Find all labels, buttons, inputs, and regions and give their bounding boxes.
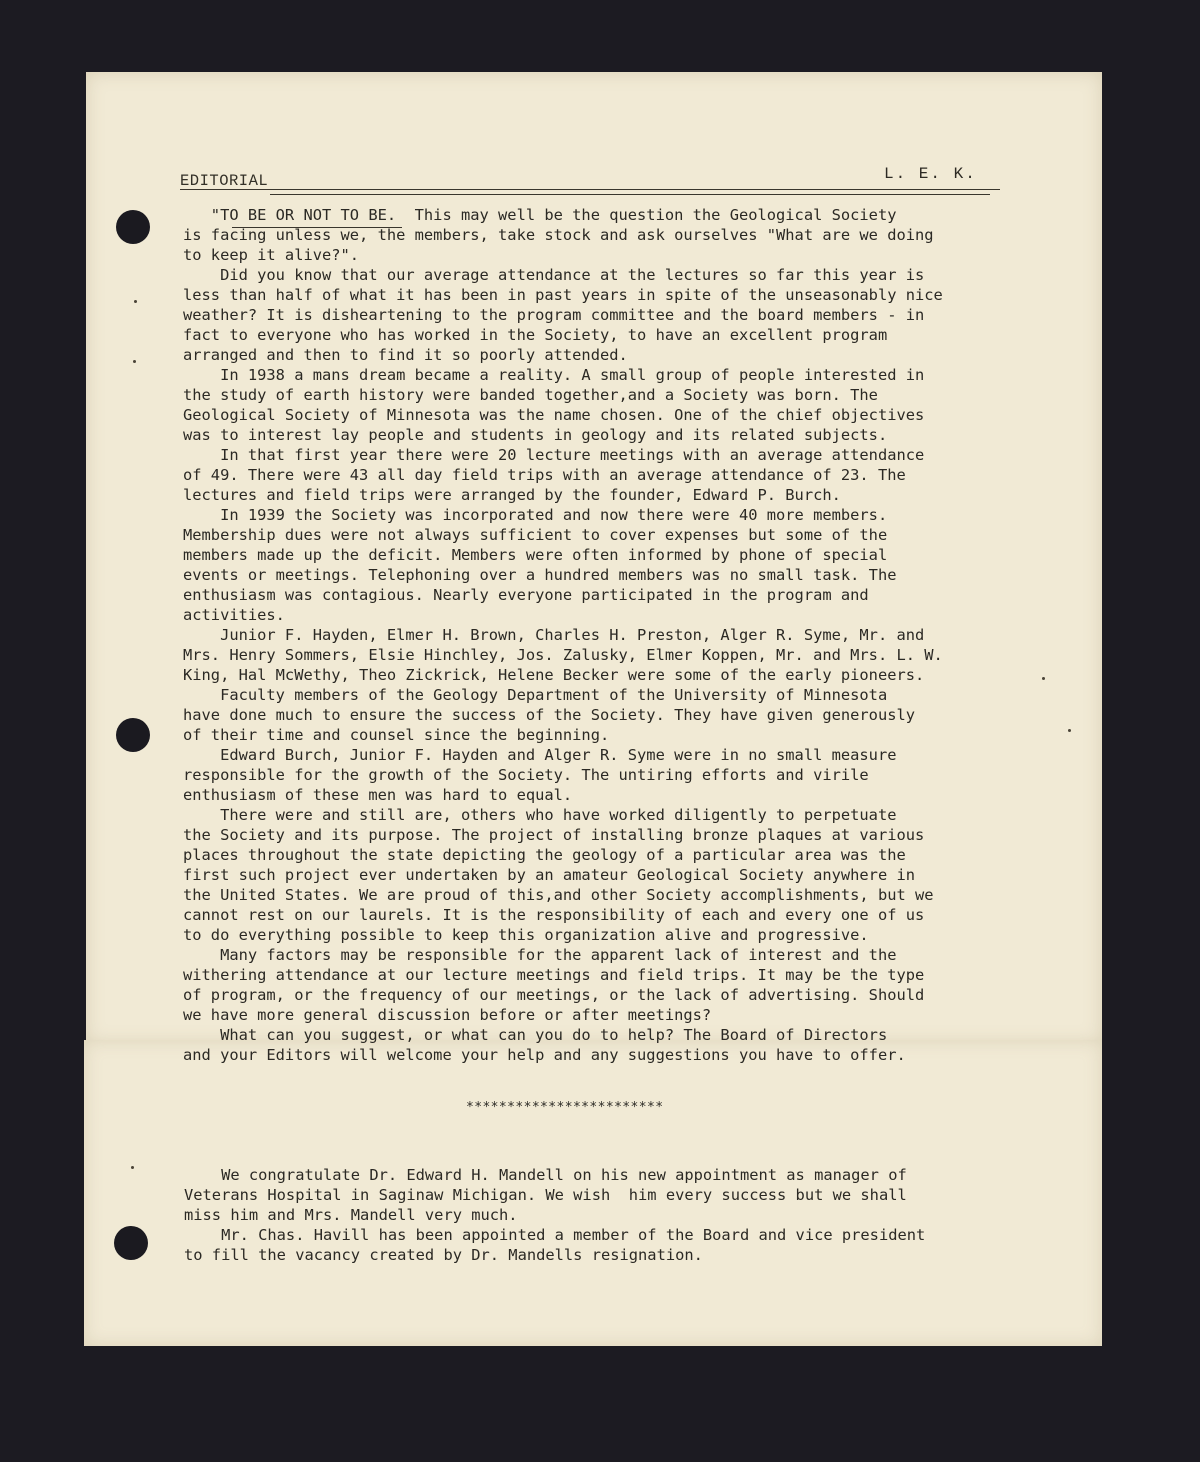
punch-hole-middle bbox=[116, 718, 150, 752]
text-line: In 1939 the Society was incorporated and now there were 40 more members. bbox=[183, 506, 888, 524]
text-line: places throughout the state depicting the geology of a particular area was the bbox=[183, 846, 906, 864]
text-line: fact to everyone who has worked in the Society, to have an excellent program bbox=[183, 326, 888, 344]
text-line: What can you suggest, or what can you do to help? The Board of Directors bbox=[183, 1026, 888, 1044]
header-rule-secondary bbox=[270, 194, 990, 195]
text-line: Veterans Hospital in Saginaw Michigan. We wish him every success but we shall bbox=[184, 1186, 907, 1204]
text-line: was to interest lay people and students in geology and its related subjects. bbox=[183, 426, 888, 444]
text-line: first such project ever undertaken by an amateur Geological Society anywhere in bbox=[183, 866, 916, 884]
text-line: lectures and field trips were arranged by the founder, Edward P. Burch. bbox=[183, 486, 841, 504]
text-line: Faculty members of the Geology Department of the University of Minnesota bbox=[183, 686, 888, 704]
text-line: events or meetings. Telephoning over a hundred members was no small task. The bbox=[183, 566, 897, 584]
paper-speck bbox=[133, 360, 136, 363]
text-line: Membership dues were not always sufficient to cover expenses but some of the bbox=[183, 526, 888, 544]
text-line: is facing unless we, the members, take stock and ask ourselves "What are we doing bbox=[183, 226, 934, 244]
text-line: of 49. There were 43 all day field trips with an average attendance of 23. The bbox=[183, 466, 906, 484]
author-initials: L. E. K. bbox=[884, 165, 977, 183]
text-line: In that first year there were 20 lecture meetings with an average attendance bbox=[183, 446, 925, 464]
text-line: the study of earth history were banded together,and a Society was born. The bbox=[183, 386, 878, 404]
text-line: withering attendance at our lecture meetings and field trips. It may be the type bbox=[183, 966, 925, 984]
text-line: miss him and Mrs. Mandell very much. bbox=[184, 1206, 518, 1224]
text-line: to keep it alive?". bbox=[183, 246, 360, 264]
header-rule bbox=[180, 189, 1000, 190]
text-line: We congratulate Dr. Edward H. Mandell on his new appointment as manager of bbox=[184, 1166, 907, 1184]
text-line: enthusiasm of these men was hard to equal. bbox=[183, 786, 573, 804]
text-line: There were and still are, others who have worked diligently to perpetuate bbox=[183, 806, 897, 824]
text-line: King, Hal McWethy, Theo Zickrick, Helene Becker were some of the early pioneers. bbox=[183, 666, 925, 684]
paper-speck bbox=[134, 300, 137, 303]
text-line: Many factors may be responsible for the apparent lack of interest and the bbox=[183, 946, 897, 964]
text-line: Junior F. Hayden, Elmer H. Brown, Charles H. Preston, Alger R. Syme, Mr. and bbox=[183, 626, 925, 644]
announcements bbox=[184, 1165, 925, 1265]
text-line: activities. bbox=[183, 606, 285, 624]
text-line: Did you know that our average attendance at the lectures so far this year is bbox=[183, 266, 925, 284]
text-line: the Society and its purpose. The project of installing bronze plaques at various bbox=[183, 826, 925, 844]
editorial-body bbox=[183, 205, 943, 1065]
text-line: enthusiasm was contagious. Nearly everyone participated in the program and bbox=[183, 586, 869, 604]
section-heading: EDITORIAL bbox=[180, 172, 269, 190]
punch-hole-bottom bbox=[114, 1226, 148, 1260]
paper-speck bbox=[131, 1166, 134, 1169]
text-line: and your Editors will welcome your help and any suggestions you have to offer. bbox=[183, 1046, 906, 1064]
text-line: Mrs. Henry Sommers, Elsie Hinchley, Jos. Zalusky, Elmer Koppen, Mr. and Mrs. L. W. bbox=[183, 646, 943, 664]
punch-hole-top bbox=[116, 210, 150, 244]
text-line: weather? It is disheartening to the program committee and the board members - in bbox=[183, 306, 925, 324]
text-line: of program, or the frequency of our meetings, or the lack of advertising. Should bbox=[183, 986, 925, 1004]
text-line: have done much to ensure the success of the Society. They have given generously bbox=[183, 706, 916, 724]
text-line: of their time and counsel since the beginning. bbox=[183, 726, 610, 744]
text-line: "TO BE OR NOT TO BE. This may well be the question the Geological Society bbox=[183, 206, 897, 224]
text-line: responsible for the growth of the Society. The untiring efforts and virile bbox=[183, 766, 869, 784]
text-line: to fill the vacancy created by Dr. Mandells resignation. bbox=[184, 1246, 703, 1264]
text-line: cannot rest on our laurels. It is the responsibility of each and every one of us bbox=[183, 906, 925, 924]
text-line: the United States. We are proud of this,and other Society accomplishments, but we bbox=[183, 886, 934, 904]
paper-speck bbox=[1042, 677, 1045, 680]
text-line: Edward Burch, Junior F. Hayden and Alger R. Syme were in no small measure bbox=[183, 746, 897, 764]
text-line: Mr. Chas. Havill has been appointed a member of the Board and vice president bbox=[184, 1226, 926, 1244]
text-line: Geological Society of Minnesota was the name chosen. One of the chief objectives bbox=[183, 406, 925, 424]
text-line: we have more general discussion before or after meetings? bbox=[183, 1006, 712, 1024]
quote-underline bbox=[232, 227, 402, 228]
text-line: arranged and then to find it so poorly attended. bbox=[183, 346, 628, 364]
paper-speck bbox=[1068, 729, 1071, 732]
text-line: less than half of what it has been in past years in spite of the unseasonably nice bbox=[183, 286, 943, 304]
text-line: members made up the deficit. Members were often informed by phone of special bbox=[183, 546, 888, 564]
text-line: In 1938 a mans dream became a reality. A small group of people interested in bbox=[183, 366, 925, 384]
text-line: to do everything possible to keep this organization alive and progressive. bbox=[183, 926, 869, 944]
star-separator: ************************ bbox=[466, 1100, 664, 1115]
